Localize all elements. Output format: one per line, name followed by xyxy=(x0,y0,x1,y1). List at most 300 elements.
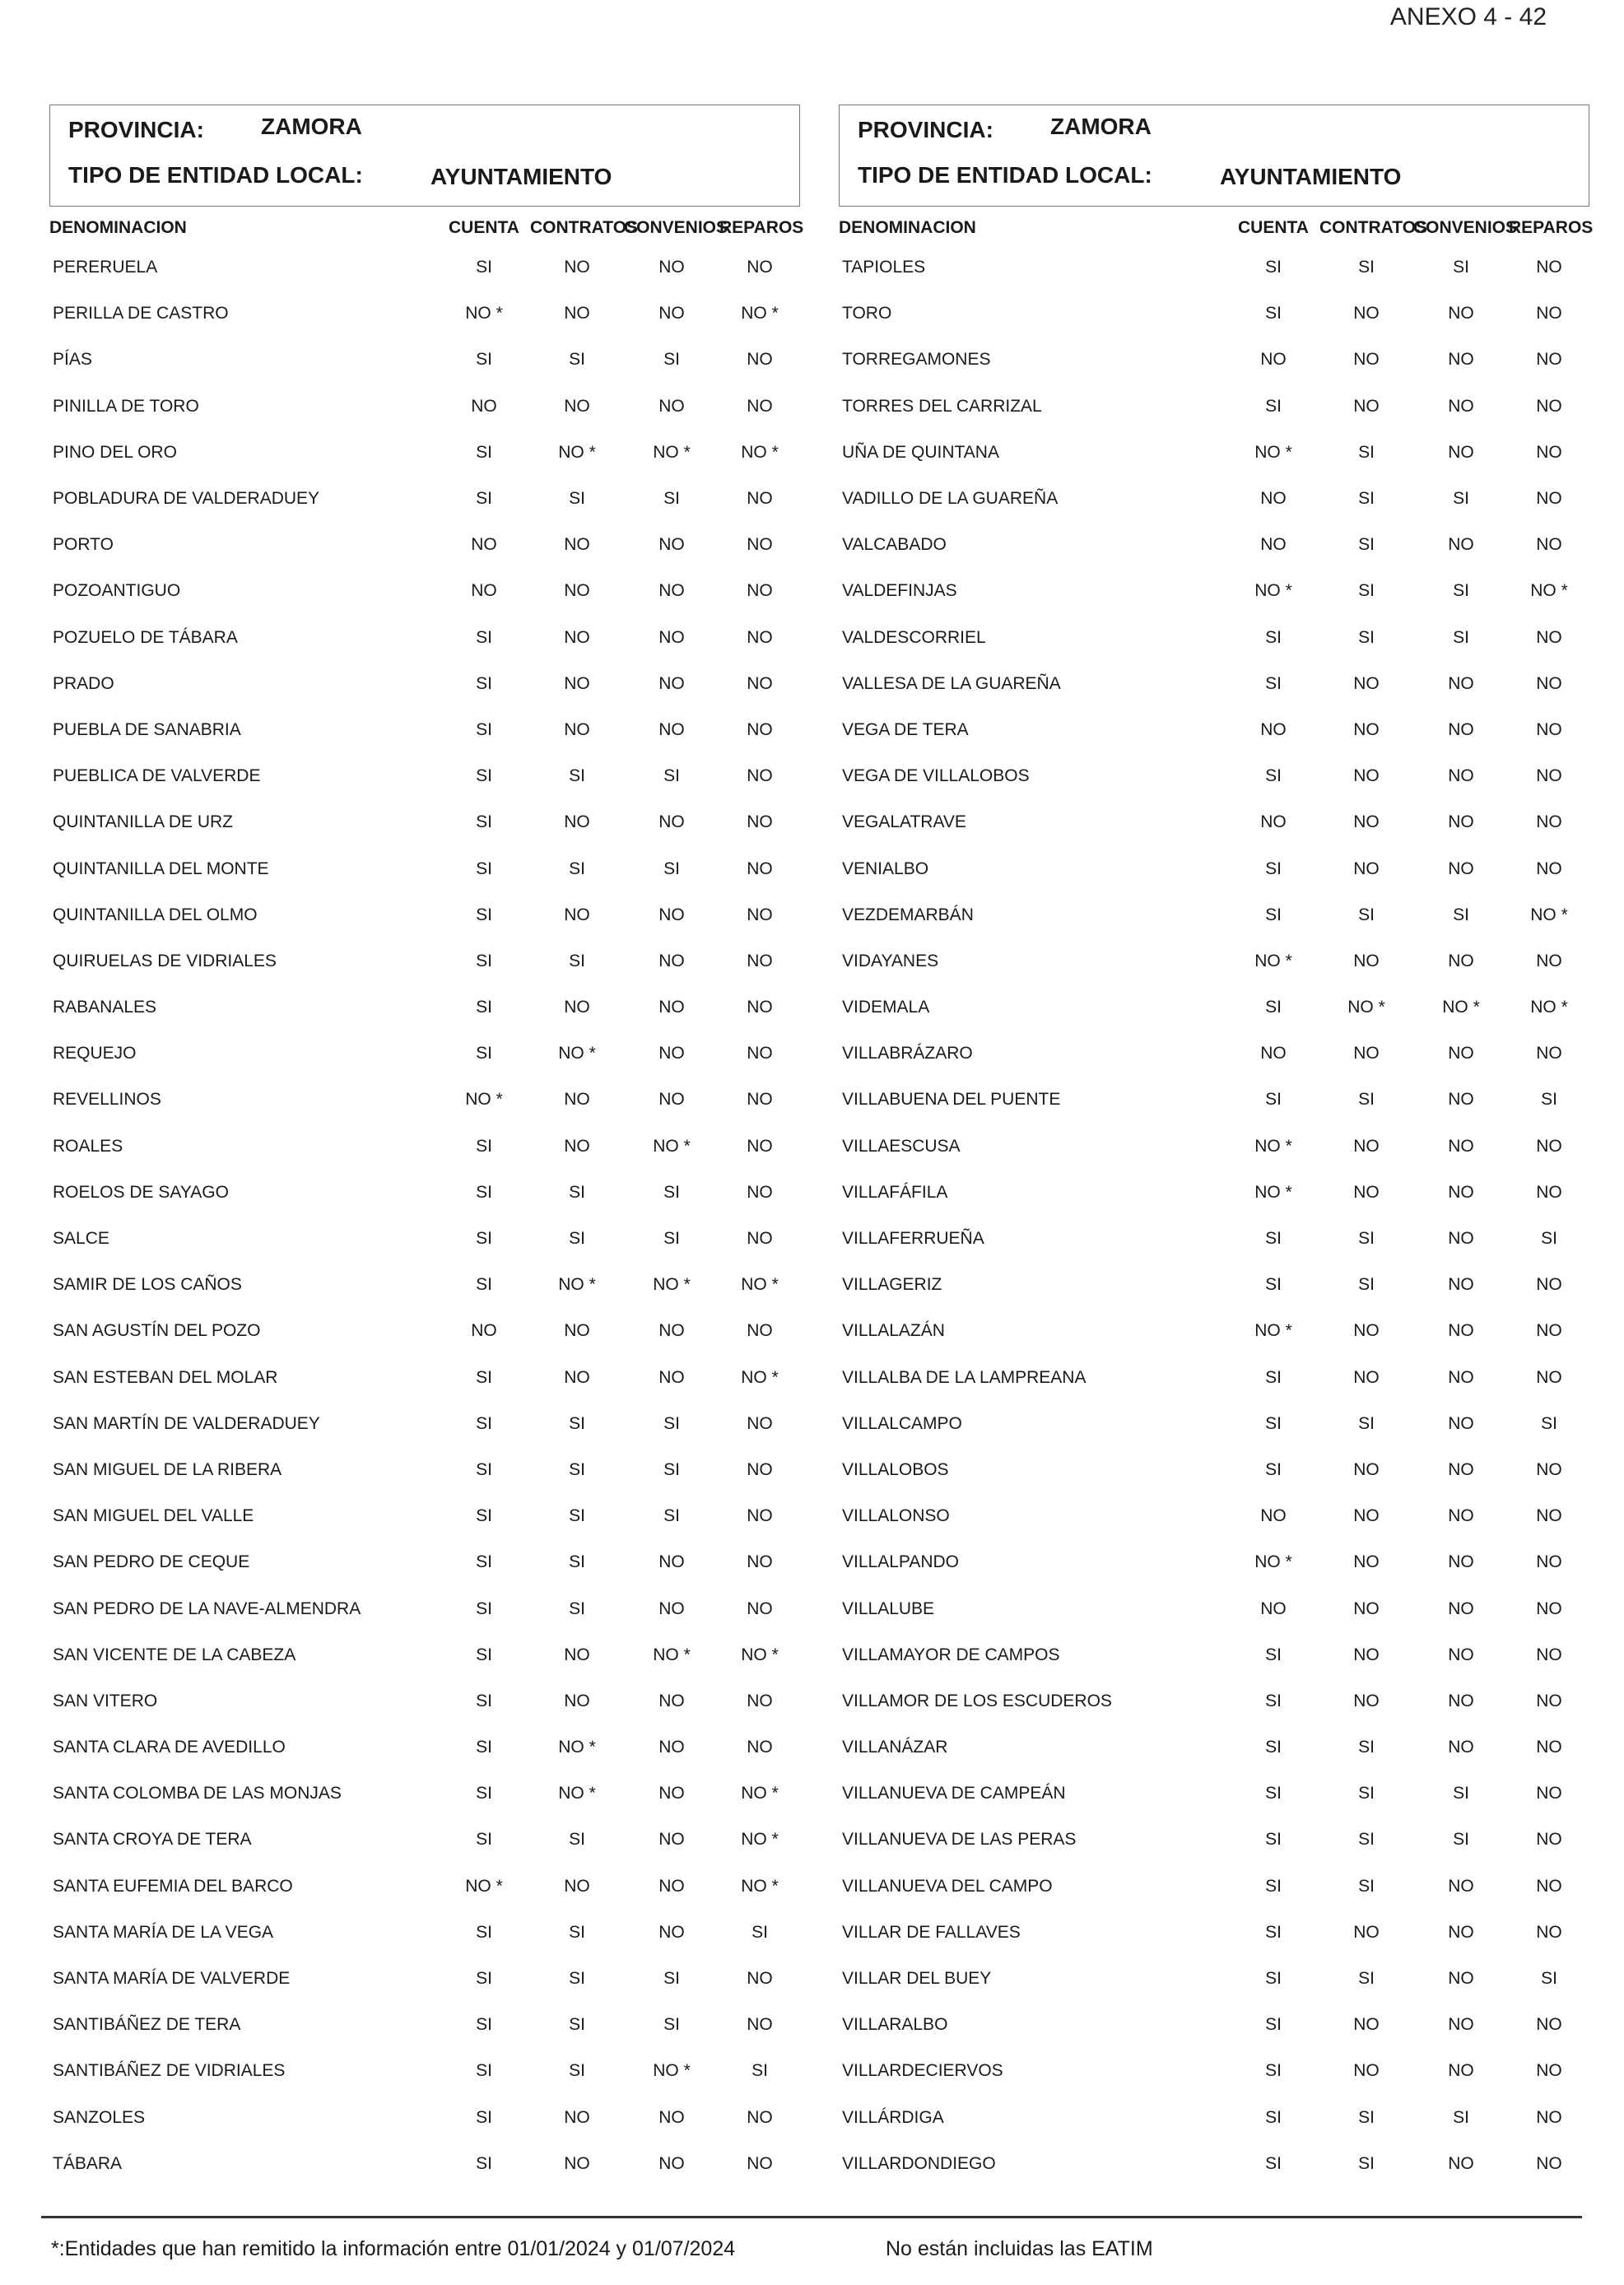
contratos-cell: NO * xyxy=(558,1738,596,1757)
cuenta-cell: NO xyxy=(1260,350,1287,370)
table-row xyxy=(49,2095,800,2141)
cuenta-cell: SI xyxy=(476,1645,492,1664)
convenios-cell: NO * xyxy=(653,2061,691,2081)
footer-divider xyxy=(41,2216,1582,2218)
reparos-cell: NO xyxy=(747,673,773,693)
contratos-cell: NO xyxy=(564,1090,590,1110)
denominacion-cell: PUEBLA DE SANABRIA xyxy=(53,719,241,739)
table-row xyxy=(49,2002,800,2048)
reparos-cell: NO xyxy=(1536,1506,1562,1526)
denominacion-cell: TORRES DEL CARRIZAL xyxy=(842,396,1042,416)
contratos-cell: SI xyxy=(569,1229,585,1249)
reparos-cell: NO xyxy=(747,812,773,832)
contratos-cell: SI xyxy=(1358,1876,1375,1896)
denominacion-cell: PORTO xyxy=(53,535,114,555)
denominacion-cell: SAMIR DE LOS CAÑOS xyxy=(53,1275,242,1295)
convenios-cell: NO xyxy=(658,951,685,970)
table-row xyxy=(839,430,1589,476)
reparos-cell: NO xyxy=(1536,812,1562,832)
contratos-cell: NO xyxy=(1353,859,1380,878)
table-row xyxy=(839,615,1589,661)
denominacion-cell: VILLABRÁZARO xyxy=(842,1044,973,1063)
cuenta-cell: NO xyxy=(1260,812,1287,832)
contratos-cell: SI xyxy=(1358,627,1375,647)
reparos-cell: NO xyxy=(1536,1182,1562,1202)
contratos-cell: NO xyxy=(1353,1182,1380,1202)
denominacion-cell: VILLAESCUSA xyxy=(842,1136,961,1156)
table-row xyxy=(839,2048,1589,2094)
denominacion-cell: VALCABADO xyxy=(842,535,947,555)
table-row xyxy=(49,1585,800,1631)
denominacion-cell: SAN MARTÍN DE VALDERADUEY xyxy=(53,1413,320,1433)
convenios-cell: NO xyxy=(1448,1506,1474,1526)
reparos-cell: NO xyxy=(747,951,773,970)
reparos-cell: NO xyxy=(747,1691,773,1710)
provincia-value: ZAMORA xyxy=(261,114,362,139)
denominacion-cell: POBLADURA DE VALDERADUEY xyxy=(53,489,320,509)
table-row xyxy=(49,1910,800,1956)
convenios-cell: NO xyxy=(658,258,685,277)
reparos-cell: NO xyxy=(747,719,773,739)
reparos-cell: NO * xyxy=(741,1645,779,1664)
reparos-cell: NO xyxy=(747,350,773,370)
reparos-cell: NO xyxy=(747,766,773,786)
convenios-cell: NO xyxy=(1448,1090,1474,1110)
convenios-cell: SI xyxy=(1453,627,1469,647)
contratos-cell: NO xyxy=(564,258,590,277)
convenios-cell: NO * xyxy=(653,1645,691,1664)
convenios-cell: SI xyxy=(663,1506,680,1526)
table-row xyxy=(839,1355,1589,1401)
cuenta-cell: NO * xyxy=(1254,442,1292,462)
reparos-cell: NO xyxy=(747,998,773,1017)
convenios-cell: NO xyxy=(1448,1275,1474,1295)
table-row xyxy=(839,568,1589,614)
cuenta-cell: NO xyxy=(471,535,497,555)
contratos-cell: NO xyxy=(564,2153,590,2173)
denominacion-cell: TORO xyxy=(842,304,892,323)
table-row xyxy=(839,1308,1589,1354)
table-row xyxy=(49,1724,800,1771)
table-row xyxy=(49,845,800,891)
convenios-cell: NO xyxy=(1448,535,1474,555)
convenios-cell: NO xyxy=(1448,350,1474,370)
entities-table-left xyxy=(49,212,804,2187)
convenios-cell: NO xyxy=(1448,1738,1474,1757)
contratos-cell: NO xyxy=(564,581,590,601)
convenios-cell: NO xyxy=(1448,1552,1474,1572)
cuenta-cell: NO xyxy=(1260,535,1287,555)
convenios-cell: SI xyxy=(1453,489,1469,509)
denominacion-cell: PINILLA DE TORO xyxy=(53,396,199,416)
reparos-cell: NO * xyxy=(741,304,779,323)
table-row xyxy=(49,2141,800,2187)
cuenta-cell: NO * xyxy=(1254,1321,1292,1341)
cuenta-cell: SI xyxy=(476,1969,492,1989)
cuenta-cell: NO * xyxy=(1254,581,1292,601)
cuenta-cell: SI xyxy=(1265,258,1282,277)
cuenta-cell: SI xyxy=(1265,1459,1282,1479)
contratos-cell: SI xyxy=(1358,535,1375,555)
denominacion-cell: VILLALCAMPO xyxy=(842,1413,962,1433)
contratos-cell: SI xyxy=(569,350,585,370)
denominacion-cell: POZOANTIGUO xyxy=(53,581,181,601)
convenios-cell: NO xyxy=(658,535,685,555)
table-row xyxy=(839,1170,1589,1216)
convenios-cell: NO xyxy=(658,1090,685,1110)
reparos-cell: NO xyxy=(1536,1738,1562,1757)
reparos-cell: NO * xyxy=(741,1784,779,1803)
cuenta-cell: NO * xyxy=(465,1876,503,1896)
reparos-cell: NO xyxy=(1536,535,1562,555)
cuenta-cell: SI xyxy=(476,812,492,832)
cuenta-cell: SI xyxy=(476,1506,492,1526)
denominacion-cell: UÑA DE QUINTANA xyxy=(842,442,999,462)
denominacion-cell: VILLAGERIZ xyxy=(842,1275,942,1295)
reparos-cell: NO xyxy=(1536,2153,1562,2173)
convenios-cell: SI xyxy=(1453,1784,1469,1803)
convenios-cell: NO xyxy=(658,1599,685,1618)
table-row xyxy=(49,430,800,476)
reparos-cell: NO xyxy=(1536,1367,1562,1387)
convenios-cell: NO xyxy=(1448,673,1474,693)
cuenta-cell: SI xyxy=(476,258,492,277)
cuenta-cell: NO * xyxy=(1254,1136,1292,1156)
convenios-cell: NO xyxy=(1448,1459,1474,1479)
table-row xyxy=(49,1817,800,1863)
table-row xyxy=(49,707,800,753)
reparos-cell: NO * xyxy=(1530,905,1568,924)
table-row xyxy=(839,753,1589,799)
contratos-cell: SI xyxy=(569,766,585,786)
contratos-cell: NO xyxy=(564,535,590,555)
cuenta-cell: SI xyxy=(1265,1876,1282,1896)
cuenta-cell: SI xyxy=(476,2061,492,2081)
table-body-left xyxy=(49,244,800,2187)
table-row xyxy=(839,1864,1589,1910)
convenios-cell: NO xyxy=(1448,719,1474,739)
convenios-cell: NO xyxy=(1448,1044,1474,1063)
reparos-cell: SI xyxy=(1541,1090,1557,1110)
denominacion-cell: TÁBARA xyxy=(53,2153,123,2173)
table-row xyxy=(839,244,1589,291)
cuenta-cell: NO * xyxy=(1254,1552,1292,1572)
cuenta-cell: SI xyxy=(1265,1738,1282,1757)
convenios-cell: NO * xyxy=(653,442,691,462)
denominacion-cell: VEZDEMARBÁN xyxy=(842,905,974,924)
reparos-cell: NO xyxy=(1536,2107,1562,2127)
cuenta-cell: SI xyxy=(1265,1090,1282,1110)
convenios-cell: SI xyxy=(1453,258,1469,277)
denominacion-cell: SANTA EUFEMIA DEL BARCO xyxy=(53,1876,293,1896)
cuenta-cell: SI xyxy=(1265,766,1282,786)
table-row xyxy=(839,1401,1589,1447)
table-row xyxy=(49,568,800,614)
denominacion-cell: VILLALBA DE LA LAMPREANA xyxy=(842,1367,1087,1387)
denominacion-cell: VILLABUENA DEL PUENTE xyxy=(842,1090,1061,1110)
reparos-cell: NO xyxy=(1536,1645,1562,1664)
denominacion-cell: VILLALUBE xyxy=(842,1599,935,1618)
denominacion-cell: ROELOS DE SAYAGO xyxy=(53,1182,229,1202)
table-row xyxy=(49,1447,800,1493)
table-row xyxy=(49,1077,800,1123)
contratos-cell: SI xyxy=(569,1413,585,1433)
contratos-cell: NO xyxy=(1353,2015,1380,2035)
tipo-value: AYUNTAMIENTO xyxy=(1220,164,1402,189)
cuenta-cell: SI xyxy=(476,1182,492,1202)
cuenta-cell: SI xyxy=(1265,396,1282,416)
cuenta-cell: SI xyxy=(1265,627,1282,647)
reparos-cell: NO * xyxy=(741,442,779,462)
convenios-cell: NO xyxy=(1448,1876,1474,1896)
convenios-cell: NO xyxy=(1448,2015,1474,2035)
reparos-cell: NO xyxy=(1536,1136,1562,1156)
contratos-cell: SI xyxy=(1358,1738,1375,1757)
convenios-cell: SI xyxy=(663,859,680,878)
footer-exclusion: No están incluidas las EATIM xyxy=(886,2237,1153,2260)
contratos-cell: SI xyxy=(1358,1830,1375,1850)
contratos-cell: NO xyxy=(564,1645,590,1664)
table-row xyxy=(49,1864,800,1910)
reparos-cell: NO xyxy=(747,2015,773,2035)
denominacion-cell: REQUEJO xyxy=(53,1044,137,1063)
reparos-cell: NO xyxy=(747,396,773,416)
cuenta-cell: SI xyxy=(1265,2061,1282,2081)
contratos-cell: NO xyxy=(1353,1459,1380,1479)
reparos-cell: NO xyxy=(747,1321,773,1341)
convenios-cell: NO xyxy=(658,673,685,693)
table-row xyxy=(839,1585,1589,1631)
convenios-cell: NO xyxy=(1448,951,1474,970)
contratos-cell: NO xyxy=(1353,1506,1380,1526)
table-row xyxy=(49,1031,800,1077)
convenios-cell: NO xyxy=(1448,304,1474,323)
convenios-cell: NO xyxy=(658,905,685,924)
table-row xyxy=(839,522,1589,568)
convenios-cell: NO xyxy=(658,1044,685,1063)
denominacion-cell: SAN ESTEBAN DEL MOLAR xyxy=(53,1367,278,1387)
table-row xyxy=(839,707,1589,753)
denominacion-cell: VADILLO DE LA GUAREÑA xyxy=(842,489,1059,509)
cuenta-cell: SI xyxy=(1265,2153,1282,2173)
reparos-cell: NO * xyxy=(1530,581,1568,601)
reparos-cell: NO xyxy=(1536,1321,1562,1341)
denominacion-cell: SAN VITERO xyxy=(53,1691,158,1710)
denominacion-cell: VILLARALBO xyxy=(842,2015,948,2035)
denominacion-cell: SALCE xyxy=(53,1229,109,1249)
reparos-cell: NO xyxy=(747,1599,773,1618)
convenios-cell: NO xyxy=(658,719,685,739)
reparos-cell: NO xyxy=(1536,627,1562,647)
convenios-cell: NO xyxy=(1448,1367,1474,1387)
denominacion-cell: VILLANÁZAR xyxy=(842,1738,948,1757)
denominacion-cell: PUEBLICA DE VALVERDE xyxy=(53,766,261,786)
denominacion-cell: SAN MIGUEL DEL VALLE xyxy=(53,1506,254,1526)
cuenta-cell: SI xyxy=(476,951,492,970)
denominacion-cell: VILLAMAYOR DE CAMPOS xyxy=(842,1645,1060,1664)
reparos-cell: NO xyxy=(747,1229,773,1249)
table-row xyxy=(839,1632,1589,1678)
table-row xyxy=(839,845,1589,891)
convenios-cell: SI xyxy=(663,1229,680,1249)
cuenta-cell: SI xyxy=(476,2015,492,2035)
cuenta-cell: SI xyxy=(476,998,492,1017)
contratos-cell: SI xyxy=(569,1552,585,1572)
reparos-cell: NO xyxy=(1536,951,1562,970)
reparos-cell: NO xyxy=(747,627,773,647)
convenios-cell: NO xyxy=(1448,1136,1474,1156)
contratos-cell: NO xyxy=(1353,766,1380,786)
contratos-cell: NO xyxy=(564,1367,590,1387)
denominacion-cell: VIDEMALA xyxy=(842,998,930,1017)
cuenta-cell: SI xyxy=(1265,1784,1282,1803)
col-header-denominacion: DENOMINACION xyxy=(839,218,976,237)
contratos-cell: SI xyxy=(1358,442,1375,462)
table-header-row xyxy=(839,212,1589,244)
reparos-cell: NO xyxy=(1536,1044,1562,1063)
table-row xyxy=(49,2048,800,2094)
contratos-cell: NO xyxy=(564,396,590,416)
cuenta-cell: NO xyxy=(471,581,497,601)
cuenta-cell: SI xyxy=(1265,1969,1282,1989)
contratos-cell: NO xyxy=(564,905,590,924)
contratos-cell: NO xyxy=(564,998,590,1017)
col-header-contratos: CONTRATOS xyxy=(530,218,639,237)
table-row xyxy=(839,1124,1589,1170)
contratos-cell: SI xyxy=(1358,258,1375,277)
reparos-cell: NO * xyxy=(741,1275,779,1295)
denominacion-cell: REVELLINOS xyxy=(53,1090,161,1110)
table-row xyxy=(839,1910,1589,1956)
contratos-cell: SI xyxy=(1358,1275,1375,1295)
contratos-cell: NO xyxy=(1353,719,1380,739)
contratos-cell: NO xyxy=(564,304,590,323)
reparos-cell: NO xyxy=(1536,396,1562,416)
contratos-cell: SI xyxy=(569,1830,585,1850)
contratos-cell: NO xyxy=(1353,350,1380,370)
table-row xyxy=(839,337,1589,383)
page-label: ANEXO 4 - 42 xyxy=(1389,3,1547,30)
denominacion-cell: QUIRUELAS DE VIDRIALES xyxy=(53,951,277,970)
table-row xyxy=(839,1216,1589,1262)
convenios-cell: SI xyxy=(1453,1830,1469,1850)
header-box-right xyxy=(839,105,1589,207)
contratos-cell: NO xyxy=(564,1321,590,1341)
col-header-cuenta: CUENTA xyxy=(1238,218,1309,237)
convenios-cell: SI xyxy=(663,1969,680,1989)
reparos-cell: NO xyxy=(1536,2015,1562,2035)
convenios-cell: SI xyxy=(663,489,680,509)
cuenta-cell: SI xyxy=(476,442,492,462)
footer-note: *:Entidades que han remitido la información entre 01/01/2024 y 01/07/2024 xyxy=(51,2237,736,2260)
contratos-cell: SI xyxy=(569,859,585,878)
contratos-cell: SI xyxy=(1358,581,1375,601)
denominacion-cell: VILLALAZÁN xyxy=(842,1321,945,1341)
reparos-cell: NO xyxy=(747,1459,773,1479)
table-row xyxy=(839,1678,1589,1724)
col-header-cuenta: CUENTA xyxy=(449,218,519,237)
reparos-cell: SI xyxy=(752,1922,768,1942)
table-row xyxy=(49,1771,800,1817)
table-row xyxy=(839,2095,1589,2141)
contratos-cell: NO xyxy=(564,719,590,739)
contratos-cell: SI xyxy=(1358,489,1375,509)
denominacion-cell: SAN PEDRO DE CEQUE xyxy=(53,1552,250,1572)
table-row xyxy=(839,799,1589,845)
cuenta-cell: SI xyxy=(476,859,492,878)
cuenta-cell: SI xyxy=(1265,905,1282,924)
contratos-cell: SI xyxy=(569,951,585,970)
contratos-cell: NO xyxy=(1353,673,1380,693)
reparos-cell: NO xyxy=(747,1969,773,1989)
convenios-cell: SI xyxy=(1453,2107,1469,2127)
denominacion-cell: VALDESCORRIEL xyxy=(842,627,986,647)
contratos-cell: NO xyxy=(1353,396,1380,416)
table-row xyxy=(839,291,1589,337)
convenios-cell: NO xyxy=(658,1367,685,1387)
cuenta-cell: SI xyxy=(476,1136,492,1156)
provincia-line xyxy=(68,114,362,143)
reparos-cell: NO xyxy=(747,859,773,878)
cuenta-cell: SI xyxy=(1265,1413,1282,1433)
denominacion-cell: VILLANUEVA DE LAS PERAS xyxy=(842,1830,1077,1850)
table-row xyxy=(49,1678,800,1724)
cuenta-cell: SI xyxy=(476,627,492,647)
contratos-cell: NO xyxy=(1353,1691,1380,1710)
reparos-cell: NO xyxy=(747,581,773,601)
cuenta-cell: NO xyxy=(471,1321,497,1341)
cuenta-cell: SI xyxy=(476,1552,492,1572)
denominacion-cell: VILLALPANDO xyxy=(842,1552,960,1572)
contratos-cell: NO xyxy=(1353,812,1380,832)
reparos-cell: NO xyxy=(1536,766,1562,786)
reparos-cell: NO xyxy=(747,535,773,555)
col-header-contratos: CONTRATOS xyxy=(1319,218,1428,237)
contratos-cell: SI xyxy=(1358,1090,1375,1110)
denominacion-cell: VILLAMOR DE LOS ESCUDEROS xyxy=(842,1691,1112,1710)
contratos-cell: NO * xyxy=(558,1275,596,1295)
table-row xyxy=(49,1539,800,1585)
table-row xyxy=(49,1956,800,2002)
convenios-cell: NO * xyxy=(653,1136,691,1156)
convenios-cell: NO xyxy=(1448,1321,1474,1341)
denominacion-cell: VILLAR DEL BUEY xyxy=(842,1969,992,1989)
denominacion-cell: VEGA DE TERA xyxy=(842,719,969,739)
cuenta-cell: SI xyxy=(1265,1275,1282,1295)
reparos-cell: SI xyxy=(1541,1413,1557,1433)
cuenta-cell: SI xyxy=(1265,2107,1282,2127)
provincia-line xyxy=(858,114,1152,143)
convenios-cell: NO xyxy=(658,581,685,601)
table-row xyxy=(49,291,800,337)
contratos-cell: SI xyxy=(1358,2107,1375,2127)
provincia-label: PROVINCIA: xyxy=(858,117,993,142)
table-row xyxy=(839,1031,1589,1077)
convenios-cell: NO xyxy=(658,1552,685,1572)
denominacion-cell: RABANALES xyxy=(53,998,157,1017)
table-row xyxy=(49,984,800,1031)
table-row xyxy=(49,1308,800,1354)
contratos-cell: SI xyxy=(1358,1229,1375,1249)
convenios-cell: NO xyxy=(658,1922,685,1942)
denominacion-cell: VILLANUEVA DEL CAMPO xyxy=(842,1876,1053,1896)
denominacion-cell: QUINTANILLA DEL OLMO xyxy=(53,905,258,924)
table-row xyxy=(49,1170,800,1216)
cuenta-cell: SI xyxy=(476,1784,492,1803)
convenios-cell: SI xyxy=(663,1182,680,1202)
denominacion-cell: SANTA COLOMBA DE LAS MONJAS xyxy=(53,1784,342,1803)
reparos-cell: NO xyxy=(747,1413,773,1433)
